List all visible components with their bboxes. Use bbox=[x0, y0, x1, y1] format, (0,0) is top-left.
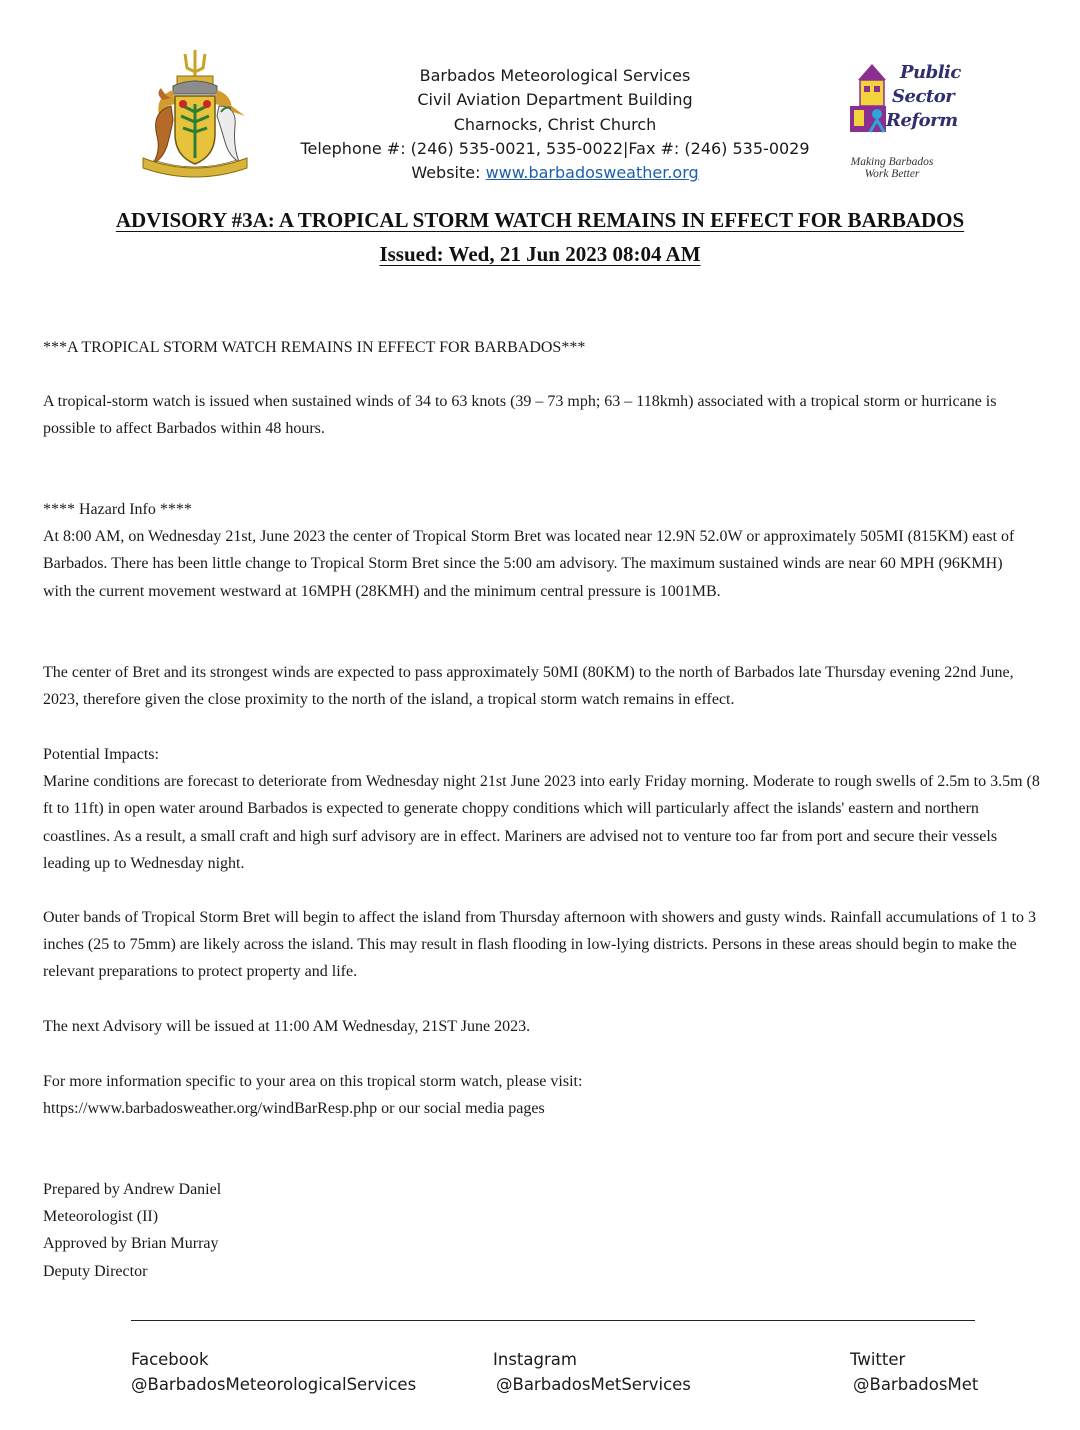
footer-twitter bbox=[850, 1347, 978, 1397]
track-paragraph bbox=[43, 659, 1033, 713]
twitter-handle[interactable]: @BarbadosMet bbox=[853, 1375, 979, 1394]
marine-text: Marine conditions are forecast to deteriorate from Wednesday night 21st June 2023 into early Friday morning. Moderate to rough swells of 2.5m to 3.5m (8 ft to 11ft) in open water around Barbados is expected to generate choppy conditions which will particularly affect the islands' eastern and northern coastlines. As a result, a small craft and high surf advisory are in effect. Mariners are advised not to venture too far from port and secure their vessels leading up to Wednesday night. bbox=[43, 773, 1040, 872]
office-name: Barbados Meteorological Services bbox=[419, 66, 691, 85]
facebook-handle[interactable]: @BarbadosMeteorologicalServices bbox=[131, 1375, 417, 1394]
impacts-heading: Potential Impacts: bbox=[43, 746, 159, 763]
more-info-paragraph bbox=[43, 1068, 1043, 1122]
issued-date bbox=[0, 242, 1080, 267]
prepared-by: Prepared by Andrew Daniel bbox=[43, 1181, 222, 1198]
psr-word-reform: Reform bbox=[886, 110, 958, 131]
hazard-info-section bbox=[43, 496, 1033, 605]
instagram-label: Instagram bbox=[493, 1350, 577, 1369]
headline-text: ***A TROPICAL STORM WATCH REMAINS IN EFFECT FOR BARBADOS*** bbox=[43, 339, 586, 356]
facebook-label: Facebook bbox=[131, 1350, 209, 1369]
approved-title: Deputy Director bbox=[43, 1262, 148, 1280]
rainfall-paragraph bbox=[43, 904, 1038, 986]
footer-instagram bbox=[493, 1347, 691, 1397]
more-info-line1: For more information specific to your area on this tropical storm watch, please visit: bbox=[43, 1073, 583, 1090]
instagram-handle[interactable]: @BarbadosMetServices bbox=[496, 1375, 691, 1394]
advisory-title bbox=[0, 208, 1080, 233]
more-info-link[interactable]: https://www.barbadosweather.org/windBarResp.php or our social media pages bbox=[43, 1100, 545, 1118]
track-text: The center of Bret and its strongest winds are expected to pass approximately 50MI (80KM) to the north of Barbados late Thursday evening 22nd June, 2023, therefore given the close proximity to the north of the island, a tropical storm watch remains in effect. bbox=[43, 664, 1014, 709]
hazard-text: At 8:00 AM, on Wednesday 21st, June 2023 the center of Tropical Storm Bret was located near 12.9N 52.0W or approximately 505MI (815KM) east of Barbados. There has been little change to Tropical Storm Bret since the 5:00 am advisory. The maximum sustained winds are near 60 MPH (96KMH) with the current movement westward at 16MPH (28KMH) and the minimum central pressure is 1001MB. bbox=[43, 528, 1015, 600]
rain-text: Outer bands of Tropical Storm Bret will begin to affect the island from Thursday afternoon with showers and gusty winds. Rainfall accumulations of 1 to 3 inches (25 to 75mm) are likely across the island. This may result in flash flooding in low-lying districts. Persons in these areas should begin to make the relevant preparations to protect property and life. bbox=[43, 909, 1037, 981]
office-building: Civil Aviation Department Building bbox=[417, 90, 693, 110]
footer-facebook bbox=[131, 1347, 416, 1397]
psr-word-sector: Sector bbox=[892, 86, 955, 107]
hazard-heading: **** Hazard Info **** bbox=[43, 501, 192, 518]
psr-word-public: Public bbox=[900, 62, 961, 83]
website-link[interactable]: www.barbadosweather.org bbox=[485, 163, 699, 183]
signature-block bbox=[43, 1176, 1043, 1285]
office-website bbox=[290, 161, 820, 185]
website-label: Website: bbox=[411, 163, 486, 183]
issued-date-text: Issued: Wed, 21 Jun 2023 08:04 AM bbox=[379, 242, 701, 266]
next-advisory-paragraph bbox=[43, 1013, 1043, 1040]
advisory-title-text: ADVISORY #3A: A TROPICAL STORM WATCH REMAINS IN EFFECT FOR BARBADOS bbox=[115, 208, 965, 232]
potential-impacts-section bbox=[43, 741, 1043, 877]
headline bbox=[43, 334, 1043, 361]
barbados-coat-of-arms-icon bbox=[133, 46, 257, 178]
psr-tagline-line1: Making Barbados bbox=[850, 156, 934, 168]
footer-divider bbox=[131, 1320, 975, 1321]
approved-by: Approved by Brian Murray bbox=[43, 1235, 219, 1253]
office-address-block bbox=[290, 64, 820, 185]
twitter-label: Twitter bbox=[850, 1350, 906, 1369]
next-advisory-text: The next Advisory will be issued at 11:00 AM Wednesday, 21ST June 2023. bbox=[43, 1018, 531, 1035]
public-sector-reform-logo bbox=[836, 60, 960, 190]
definition-text: A tropical-storm watch is issued when sustained winds of 34 to 63 knots (39 – 73 mph; 63 – 118kmh) associated with a tropical storm or hurricane is possible to affect Barbados within 48 hours. bbox=[43, 393, 997, 438]
psr-tagline-line2: Work Better bbox=[864, 168, 920, 180]
office-location: Charnocks, Christ Church bbox=[453, 114, 657, 134]
definition-paragraph bbox=[43, 388, 1033, 442]
psr-tagline bbox=[836, 156, 948, 180]
prepared-title: Meteorologist (II) bbox=[43, 1208, 159, 1226]
office-phone: Telephone #: (246) 535-0021, 535-0022|Fax #: (246) 535-0029 bbox=[300, 138, 810, 158]
